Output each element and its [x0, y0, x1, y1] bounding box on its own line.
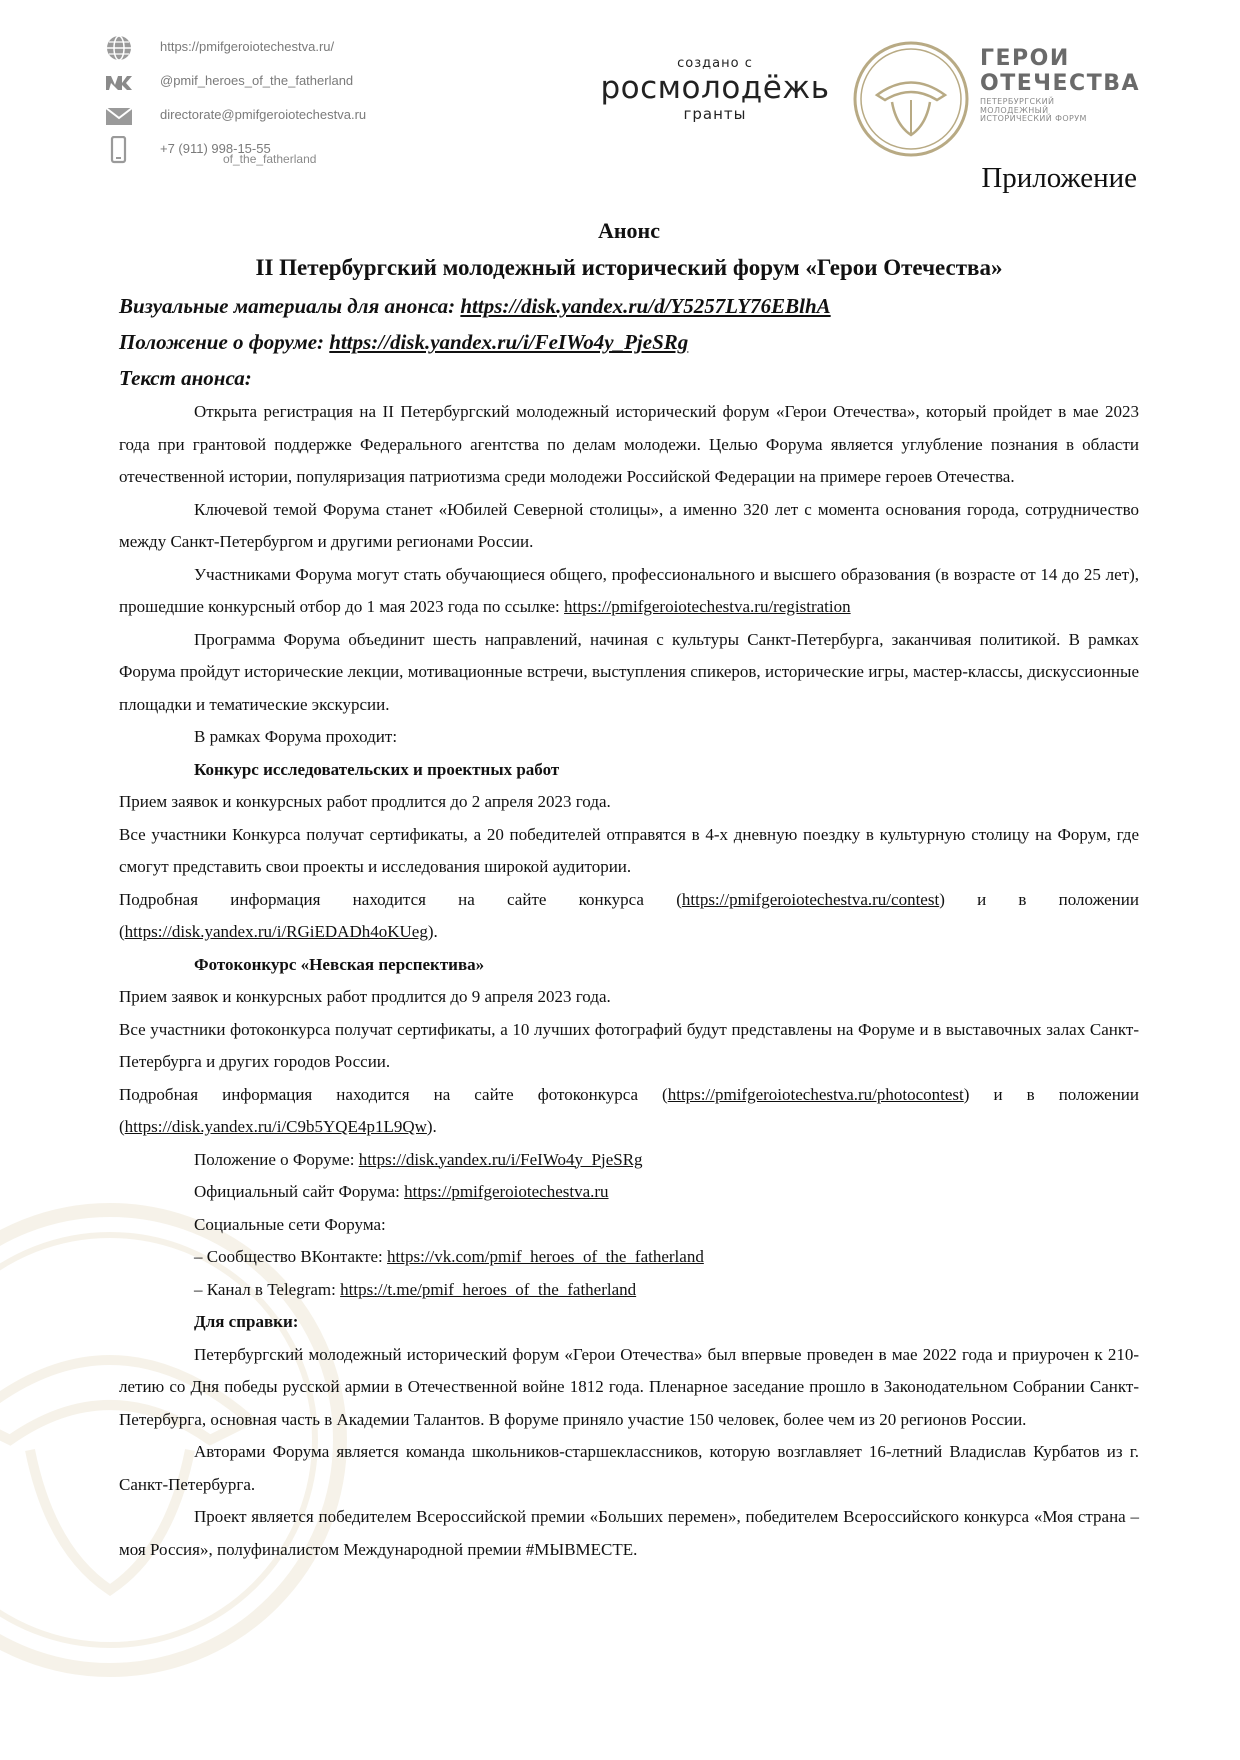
contest-info-text-a: Подробная информация находится на сайте конкурса ( — [119, 889, 682, 909]
paragraph-program: Программа Форума объединит шесть направлений, начиная с культуры Санкт-Петербурга, заканчивая политикой. В рамках Форума пройдут исторические лекции, мотивационные встречи, выступления спикеров, исторические игры, мастер-классы, дискуссионные площадки и тематические экскурсии. — [119, 629, 1139, 714]
contest-info — [119, 884, 1139, 949]
visual-materials-label: Визуальные материалы для анонса: — [119, 294, 461, 318]
forum-regulation-line — [119, 1144, 1139, 1177]
appendix-label: Приложение — [981, 162, 1137, 194]
forum-regulation-label: Положение о Форуме: — [194, 1149, 359, 1169]
contact-vk[interactable] — [105, 68, 435, 98]
contest-description: Все участники Конкурса получат сертификаты, а 20 победителей отправятся в 4-х дневную поездку в культурную столицу на Форум, где смогут представить свои проекты и исследования широкой аудитории. — [119, 824, 1139, 876]
official-site-label: Официальный сайт Форума: — [194, 1182, 405, 1201]
photo-info-text-b: ) и в положении ( — [119, 1084, 1139, 1136]
photo-contest-description: Все участники фотоконкурса получат сертификаты, а 10 лучших фотографий будут представлены на Форуме и в выставочных залах Санкт-Петербурга и других городов России. — [119, 1019, 1139, 1071]
contest-info-text-b: ) и в положении ( — [119, 889, 1139, 941]
vk-icon — [105, 68, 133, 96]
document-body — [119, 214, 1139, 1566]
photo-contest-site-link[interactable]: https://pmifgeroiotechestva.ru/photocontest — [667, 1084, 964, 1104]
visual-materials-line — [119, 288, 1139, 324]
globe-icon — [105, 34, 133, 62]
contest-site-link[interactable]: https://pmifgeroiotechestva.ru/contest — [681, 889, 940, 909]
telegram-channel-link[interactable]: https://t.me/pmif_heroes_of_the_fatherland — [340, 1279, 637, 1299]
photo-info-text-c: ). — [426, 1117, 437, 1136]
regulation-line — [119, 324, 1139, 360]
paragraph-events-intro: В рамках Форума проходит: — [194, 727, 398, 746]
rosmolodezh-logo — [590, 56, 840, 123]
telegram-channel-label: – Канал в Telegram: — [194, 1279, 341, 1299]
registration-link[interactable]: https://pmifgeroiotechestva.ru/registration — [564, 597, 851, 616]
heroes-emblem-icon — [852, 40, 970, 158]
regulation-label: Положение о форуме: — [119, 330, 330, 354]
participants-text: Участниками Форума могут стать обучающиеся общего, профессионального и высшего образования (в возрасте от 14 до 25 лет), прошедшие конкурсный отбор до 1 мая 2023 года по ссылке: — [119, 564, 1139, 616]
visual-materials-link[interactable]: https://disk.yandex.ru/d/Y5257LY76EBlhA — [460, 294, 831, 318]
contest-deadline: Прием заявок и конкурсных работ продлится до 2 апреля 2023 года. — [119, 792, 611, 811]
reference-paragraph-authors: Авторами Форума является команда школьников-старшеклассников, которую возглавляет 16-летний Владислав Курбатов из г. Санкт-Петербурга. — [119, 1442, 1139, 1494]
heroes-logo-subtitle: ПЕТЕРБУРГСКИЙ МОЛОДЕЖНЫЙ ИСТОРИЧЕСКИЙ ФОРУМ — [980, 97, 1087, 123]
contact-vk-text: @pmif_heroes_of_the_fatherland — [160, 73, 354, 88]
rosmol-top-text: создано с — [677, 56, 753, 71]
forum-title: II Петербургский молодежный исторический форум «Герои Отечества» — [255, 255, 1003, 280]
heroes-logo-title — [980, 46, 1140, 96]
vk-community-line — [119, 1241, 1139, 1274]
photo-contest-deadline: Прием заявок и конкурсных работ продлится до 9 апреля 2023 года. — [119, 987, 611, 1006]
paragraph-key-theme: Ключевой темой Форума станет «Юбилей Северной столицы», а именно 320 лет с момента основания города, сотрудничество между Санкт-Петербургом и другими регионами России. — [119, 499, 1139, 551]
paragraph-registration: Открыта регистрация на II Петербургский молодежный исторический форум «Герои Отечества», который пройдет в мае 2023 года при грантовой поддержке Федерального агентства по делам молодежи. Целью Форума является углубление познания в области отечественной истории, популяризация патриотизма среди молодежи Российской Федерации на примере героев Отечества. — [119, 402, 1139, 486]
regulation-link[interactable]: https://disk.yandex.ru/i/FeIWo4y_PjeSRg — [329, 330, 689, 354]
contest-doc-link[interactable]: https://disk.yandex.ru/i/RGiEDADh4oKUeg — [124, 922, 428, 941]
rosmol-name-text: росмолодёжь — [600, 70, 830, 106]
text-label: Текст анонса: — [119, 366, 252, 390]
phone-icon — [105, 136, 133, 164]
contact-email-text: directorate@pmifgeroiotechestva.ru — [160, 107, 367, 122]
vk-community-label: – Сообщество ВКонтакте: — [194, 1247, 388, 1266]
photo-info-text-a: Подробная информация находится на сайте фотоконкурса ( — [119, 1084, 668, 1104]
contact-phone[interactable] — [105, 136, 435, 166]
heroes-title-line2: ОТЕЧЕСТВА — [980, 71, 1140, 96]
contact-email[interactable] — [105, 102, 435, 132]
contact-phone-text: +7 (911) 998-15-55 — [160, 141, 271, 156]
anons-title: Анонс — [597, 218, 660, 243]
reference-title: Для справки: — [194, 1312, 299, 1331]
photo-contest-title: Фотоконкурс «Невская перспектива» — [194, 954, 485, 974]
rosmol-bottom-text: гранты — [683, 105, 747, 123]
official-site-line — [119, 1176, 1139, 1209]
contact-website[interactable] — [105, 34, 435, 64]
contest-title: Конкурс исследовательских и проектных работ — [194, 759, 560, 779]
contact-website-text: https://pmifgeroiotechestva.ru/ — [160, 39, 335, 54]
photo-contest-doc-link[interactable]: https://disk.yandex.ru/i/C9b5YQE4p1L9Qw — [124, 1117, 427, 1136]
vk-community-link[interactable]: https://vk.com/pmif_heroes_of_the_fatherland — [387, 1247, 704, 1266]
reference-paragraph-awards: Проект является победителем Всероссийской премии «Больших перемен», победителем Всероссийского конкурса «Моя страна – моя Россия», полуфиналистом Международной премии #МЫВМЕСТЕ. — [119, 1507, 1139, 1559]
contest-info-text-c: ). — [427, 922, 438, 941]
paragraph-participants — [119, 559, 1139, 624]
heroes-title-line1: ГЕРОИ — [980, 46, 1070, 71]
mail-icon — [105, 102, 133, 130]
official-site-link[interactable]: https://pmifgeroiotechestva.ru — [404, 1182, 609, 1201]
telegram-channel-line — [119, 1274, 1139, 1307]
photo-contest-info — [119, 1079, 1139, 1144]
contact-phone-overlay-text: of_the_fatherland — [223, 152, 317, 166]
social-networks-label: Социальные сети Форума: — [194, 1214, 386, 1234]
reference-paragraph-history: Петербургский молодежный исторический форум «Герои Отечества» был впервые проведен в мае 2022 года и приурочен к 210-летию со Дня победы русской армии в Отечественной войне 1812 года. Пленарное заседание прошло в Законодательном Собрании Санкт-Петербурга, основная часть в Академии Талантов. В форуме приняло участие 150 человек, более чем из 20 регионов России. — [119, 1344, 1139, 1429]
forum-regulation-link[interactable]: https://disk.yandex.ru/i/FeIWo4y_PjeSRg — [358, 1149, 643, 1169]
